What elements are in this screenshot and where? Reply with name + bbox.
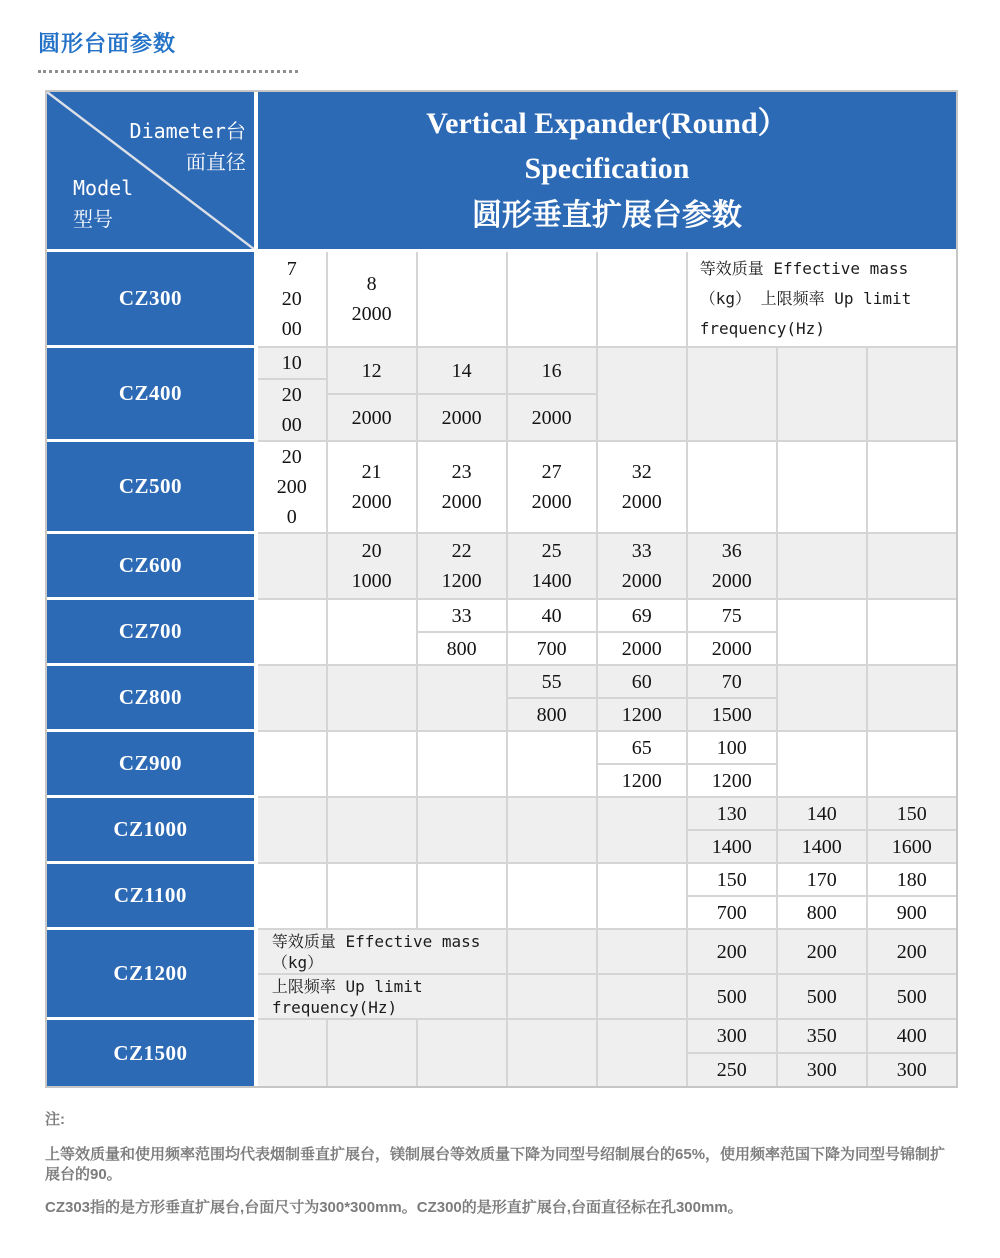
table-row-cz1100 [47, 864, 956, 930]
freq-value: 2000 [351, 303, 392, 325]
model-label: CZ600 [118, 553, 183, 577]
data-cell [326, 1020, 416, 1086]
mass-half [258, 348, 326, 380]
data-cell [776, 930, 866, 1020]
freq-half [688, 765, 776, 796]
spec-table [45, 90, 958, 1088]
data-cell [416, 1020, 506, 1086]
data-cell [416, 864, 506, 930]
freq-half [778, 831, 866, 862]
mass-value: 10 [281, 352, 302, 374]
data-cell [506, 534, 596, 600]
data-cell [506, 798, 596, 864]
freq-value: 2000 [351, 491, 392, 513]
model-label: CZ300 [118, 286, 183, 310]
data-cell [866, 732, 956, 798]
data-cell [596, 600, 686, 666]
freq-value: 2000 [441, 491, 482, 513]
data-cell [686, 348, 776, 442]
freq-value: 1500 [711, 703, 752, 726]
mass-half [688, 600, 776, 633]
unit-note-cell [686, 252, 956, 348]
data-cell [596, 1020, 686, 1086]
data-cell [416, 600, 506, 666]
mass-value: 16 [541, 359, 562, 382]
data-cell [866, 798, 956, 864]
data-cell [258, 732, 326, 798]
mass-value: 130 [716, 802, 747, 825]
model-label: CZ1500 [113, 1040, 188, 1065]
data-cell [686, 930, 776, 1020]
model-cell [47, 930, 258, 1020]
data-cell [416, 252, 506, 348]
freq-half [598, 765, 686, 796]
data-cell [258, 666, 326, 732]
freq-value: 2000 [711, 570, 752, 592]
freq-half [598, 699, 686, 730]
freq-value: 1200 [621, 703, 662, 726]
mass-value: 200 [716, 940, 747, 963]
mass-value: 65 [631, 736, 652, 759]
freq-label-half [258, 975, 506, 1018]
mass-half [508, 600, 596, 633]
notes-section [45, 1108, 955, 1218]
mass-label-half [258, 930, 506, 975]
table-row-cz1200 [47, 930, 956, 1020]
page-title: 圆形台面参数 [38, 31, 177, 56]
mass-value: 22 [451, 540, 472, 562]
mass-value: 70 [721, 670, 742, 693]
mass-value: 20 [281, 446, 302, 468]
freq-value: 2000 [621, 570, 662, 592]
data-cell [326, 864, 416, 930]
mass-unit-label: 等效质量 Effective mass（kg） [271, 931, 481, 972]
freq-value: 2000 [441, 406, 482, 429]
mass-value: 200 [806, 940, 837, 963]
data-cell [596, 930, 686, 1020]
model-cell [47, 252, 258, 348]
freq-half [688, 1054, 776, 1086]
data-cell [258, 1020, 326, 1086]
freq-half [328, 395, 416, 440]
data-cell [506, 600, 596, 666]
data-cell [596, 252, 686, 348]
freq-value: 2000 [621, 637, 662, 660]
model-cell [47, 666, 258, 732]
data-cell [686, 666, 776, 732]
freq-value: 500 [716, 985, 747, 1008]
mass-value: 36 [721, 540, 742, 562]
data-cell [596, 442, 686, 534]
freq-half [778, 975, 866, 1018]
freq-value: 2000 [351, 406, 392, 429]
mass-half [508, 348, 596, 395]
mass-value: 150 [896, 802, 927, 825]
data-cell [326, 732, 416, 798]
table-row-cz300 [47, 252, 956, 348]
mass-half [778, 864, 866, 897]
freq-half [688, 633, 776, 664]
data-cell [326, 798, 416, 864]
mass-half [688, 1020, 776, 1054]
data-cell [686, 534, 776, 600]
freq-value: 300 [896, 1059, 927, 1081]
data-cell [686, 600, 776, 666]
note-line-1: 上等效质量和使用频率范围均代表烟制垂直扩展台，镁制展台等效质量下降为同型号绍制展台的65%，使用频率范国下降为同型号锦制扩展台的90。 [45, 1146, 946, 1183]
mass-value: 180 [896, 868, 927, 891]
data-cell [506, 348, 596, 442]
freq-value: 900 [896, 901, 927, 924]
mass-half [778, 1020, 866, 1054]
data-cell [866, 930, 956, 1020]
mass-value: 140 [806, 802, 837, 825]
freq-value: 1400 [531, 570, 572, 592]
model-cell [47, 600, 258, 666]
freq-half [868, 1054, 956, 1086]
mass-half [688, 864, 776, 897]
data-cell [596, 534, 686, 600]
freq-value: 1200 [441, 570, 482, 592]
empty-half [508, 975, 596, 1018]
freq-value: 300 [806, 1059, 837, 1081]
data-cell [416, 442, 506, 534]
freq-value: 1000 [351, 570, 392, 592]
data-cell [776, 348, 866, 442]
mass-half [598, 666, 686, 699]
mass-value: 350 [806, 1025, 837, 1047]
data-cell [776, 600, 866, 666]
mass-value: 75 [721, 604, 742, 627]
freq-half [688, 831, 776, 862]
data-cell [416, 666, 506, 732]
data-cell [258, 442, 326, 534]
data-cell [506, 864, 596, 930]
freq-half [258, 380, 326, 440]
data-cell [866, 348, 956, 442]
data-cell [686, 732, 776, 798]
data-cell [776, 732, 866, 798]
data-cell [776, 864, 866, 930]
spec-title-en-line1: Vertical Expander(Round） [426, 107, 788, 140]
empty-half [508, 930, 596, 975]
freq-half [418, 633, 506, 664]
freq-value: 500 [806, 985, 837, 1008]
freq-value: 1400 [801, 835, 842, 858]
data-cell [326, 600, 416, 666]
data-cell [326, 666, 416, 732]
mass-half [778, 930, 866, 975]
mass-value: 55 [541, 670, 562, 693]
freq-value: 700 [716, 901, 747, 924]
data-cell [866, 442, 956, 534]
freq-value: 1200 [711, 769, 752, 792]
mass-half [328, 348, 416, 395]
unit-note-text: 等效质量 Effective mass（kg） 上限频率 Up limit frequency(Hz) [699, 259, 912, 338]
freq-value: 2000 [531, 406, 572, 429]
model-label: CZ800 [118, 685, 183, 709]
dotted-divider [38, 68, 298, 73]
freq-half [418, 395, 506, 440]
mass-half [508, 666, 596, 699]
mass-value: 150 [716, 868, 747, 891]
freq-value: 2000 [711, 637, 752, 660]
freq-value: 800 [536, 703, 567, 726]
empty-half [598, 930, 686, 975]
data-cell [686, 1020, 776, 1086]
corner-cell [47, 92, 258, 252]
model-label: CZ400 [118, 381, 183, 405]
mass-value: 25 [541, 540, 562, 562]
mass-half [688, 666, 776, 699]
mass-half [688, 798, 776, 831]
table-row-cz700 [47, 600, 956, 666]
model-cell [47, 348, 258, 442]
freq-half [868, 975, 956, 1018]
freq-half [508, 395, 596, 440]
mass-value: 20 [361, 540, 382, 562]
data-cell [326, 534, 416, 600]
data-cell [776, 798, 866, 864]
freq-value: 1200 [621, 769, 662, 792]
mass-value: 12 [361, 359, 382, 382]
spec-title-zh: 圆形垂直扩展台参数 [471, 199, 742, 232]
data-cell [866, 666, 956, 732]
freq-value: 250 [716, 1059, 747, 1081]
mass-value: 14 [451, 359, 472, 382]
mass-value: 23 [451, 461, 472, 483]
data-cell [686, 864, 776, 930]
mass-half [418, 600, 506, 633]
note-line-2: CZ303指的是方形垂直扩展台,台面尺寸为300*300mm。CZ300的是形直扩展台,台面直径标在孔300mm。 [45, 1199, 743, 1216]
model-label: CZ900 [118, 751, 183, 775]
data-cell [326, 348, 416, 442]
table-row-cz800 [47, 666, 956, 732]
freq-value: 2000 [276, 476, 307, 528]
mass-half [598, 732, 686, 765]
mass-value: 60 [631, 670, 652, 693]
header-row [47, 92, 956, 252]
table-row-cz1500 [47, 1020, 956, 1086]
data-cell [776, 442, 866, 534]
freq-value: 800 [446, 637, 477, 660]
mass-half [688, 930, 776, 975]
spec-header-cell [258, 92, 956, 252]
data-cell [416, 348, 506, 442]
data-cell [866, 534, 956, 600]
table-row-cz1000 [47, 798, 956, 864]
model-cell [47, 798, 258, 864]
data-cell [686, 798, 776, 864]
mass-value: 400 [896, 1025, 927, 1047]
mass-value: 300 [716, 1025, 747, 1047]
data-cell [866, 1020, 956, 1086]
freq-half [688, 699, 776, 730]
table-row-cz900 [47, 732, 956, 798]
data-cell [258, 864, 326, 930]
freq-half [598, 633, 686, 664]
data-cell [506, 442, 596, 534]
note-label: 注: [45, 1111, 65, 1128]
freq-unit-label: 上限频率 Up limit frequency(Hz) [271, 976, 423, 1017]
data-cell [326, 442, 416, 534]
freq-half [778, 897, 866, 928]
data-cell [506, 930, 596, 1020]
mass-value: 7 [286, 258, 297, 280]
mass-half [418, 348, 506, 395]
mass-value: 69 [631, 604, 652, 627]
mass-value: 21 [361, 461, 382, 483]
spec-title-en-line2: Specification [524, 152, 690, 185]
freq-value: 2000 [281, 384, 302, 436]
mass-value: 100 [716, 736, 747, 759]
freq-value: 2000 [281, 288, 302, 340]
data-cell [596, 864, 686, 930]
data-cell [686, 442, 776, 534]
page [0, 27, 1000, 1258]
mass-half [868, 798, 956, 831]
model-cell [47, 442, 258, 534]
freq-half [868, 831, 956, 862]
data-cell [258, 252, 326, 348]
model-cell [47, 1020, 258, 1086]
empty-half [598, 975, 686, 1018]
model-label: CZ1100 [113, 883, 187, 907]
data-cell [506, 252, 596, 348]
data-cell [596, 666, 686, 732]
mass-half [778, 798, 866, 831]
data-cell [416, 798, 506, 864]
model-label: CZ500 [118, 474, 183, 498]
table-row-cz600 [47, 534, 956, 600]
data-cell [506, 732, 596, 798]
freq-value: 700 [536, 637, 567, 660]
data-cell [258, 600, 326, 666]
model-label: CZ700 [118, 619, 183, 643]
mass-value: 33 [451, 604, 472, 627]
corner-model-label: Model型号 [73, 176, 134, 231]
data-cell [776, 1020, 866, 1086]
freq-value: 2000 [621, 491, 662, 513]
row-unit-label-cell [258, 930, 506, 1020]
data-cell [866, 600, 956, 666]
freq-half [688, 897, 776, 928]
data-cell [416, 534, 506, 600]
mass-half [598, 600, 686, 633]
data-cell [596, 732, 686, 798]
data-cell [506, 666, 596, 732]
corner-diameter-label: Diameter台面直径 [129, 119, 246, 174]
mass-half [688, 732, 776, 765]
mass-value: 40 [541, 604, 562, 627]
freq-value: 800 [806, 901, 837, 924]
model-cell [47, 534, 258, 600]
data-cell [258, 534, 326, 600]
data-cell [776, 666, 866, 732]
mass-half [868, 930, 956, 975]
table-row-cz500 [47, 442, 956, 534]
model-label: CZ1000 [113, 817, 188, 841]
data-cell [596, 348, 686, 442]
freq-half [868, 897, 956, 928]
table-body [47, 252, 956, 1086]
data-cell [416, 732, 506, 798]
model-cell [47, 732, 258, 798]
mass-half [868, 1020, 956, 1054]
freq-half [778, 1054, 866, 1086]
mass-value: 170 [806, 868, 837, 891]
data-cell [596, 798, 686, 864]
model-label: CZ1200 [113, 961, 188, 985]
mass-half [868, 864, 956, 897]
mass-value: 200 [896, 940, 927, 963]
mass-value: 8 [366, 273, 377, 295]
data-cell [776, 534, 866, 600]
freq-half [508, 699, 596, 730]
mass-value: 32 [631, 461, 652, 483]
table-row-cz400 [47, 348, 956, 442]
freq-half [688, 975, 776, 1018]
freq-value: 1400 [711, 835, 752, 858]
mass-value: 33 [631, 540, 652, 562]
model-cell [47, 864, 258, 930]
freq-value: 2000 [531, 491, 572, 513]
data-cell [258, 348, 326, 442]
data-cell [258, 798, 326, 864]
data-cell [866, 864, 956, 930]
mass-value: 27 [541, 461, 562, 483]
freq-value: 500 [896, 985, 927, 1008]
data-cell [506, 1020, 596, 1086]
freq-half [508, 633, 596, 664]
data-cell [326, 252, 416, 348]
freq-value: 1600 [891, 835, 932, 858]
